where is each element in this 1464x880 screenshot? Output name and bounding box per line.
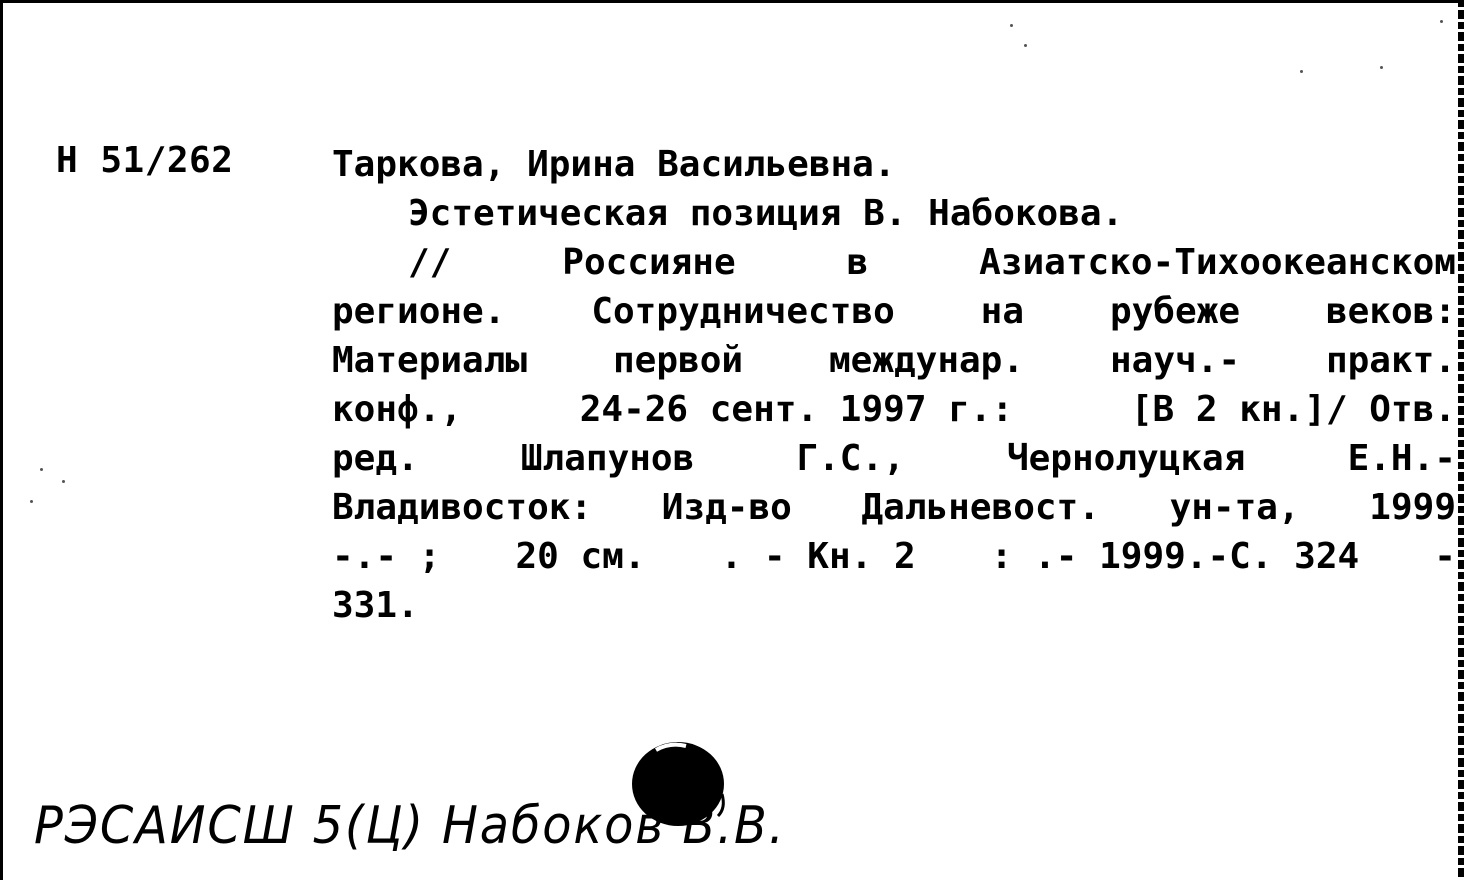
entry-line-9: -.- ; 20 см. . - Кн. 2 : .- 1999.-С. 324 - [332, 536, 1456, 577]
entry-line-author: Таркова, Ирина Васильевна. [332, 144, 896, 185]
entry-line-6: конф., 24-26 сент. 1997 г.: [В 2 кн.]/ Отв. [332, 389, 1456, 430]
entry-line-4: регионе. Сотрудничество на рубеже веков: [332, 291, 1456, 332]
scan-speckle [1440, 20, 1443, 23]
scan-speckle [40, 468, 43, 471]
scan-speckle [1010, 24, 1013, 27]
entry-line-5: Материалы первой междунар. науч.- практ. [332, 340, 1456, 381]
entry-line-title: Эстетическая позиция В. Набокова. [408, 193, 1124, 234]
entry-line-10: 331. [332, 585, 419, 626]
handwritten-classification: РЭСАИСШ 5(Ц) Набоков В.В. [34, 796, 786, 856]
entry-line-3: // Россияне в Азиатско-Тихоокеанском [408, 242, 1456, 283]
scan-speckle [62, 480, 65, 483]
scan-speckle [30, 500, 33, 503]
scan-speckle [1300, 70, 1303, 73]
card-left-edge [0, 0, 3, 880]
entry-line-7: ред. Шлапунов Г.С., Чернолуцкая Е.Н.- [332, 438, 1456, 479]
entry-line-8: Владивосток: Изд-во Дальневост. ун-та, 1999 [332, 487, 1456, 528]
shelfmark: Н 51/262 [56, 140, 234, 181]
card-right-edge [1458, 0, 1464, 880]
bibliographic-entry [332, 140, 1456, 630]
scan-speckle [1380, 66, 1383, 69]
card-top-edge [0, 0, 1464, 3]
scan-speckle [1024, 44, 1027, 47]
